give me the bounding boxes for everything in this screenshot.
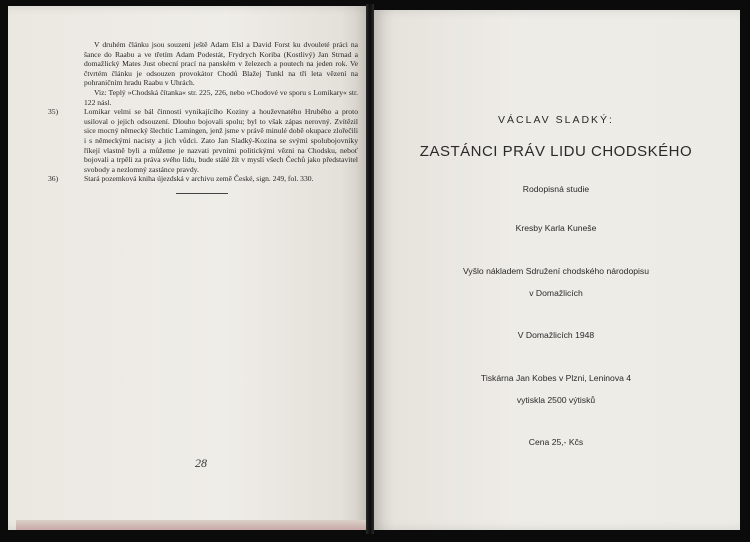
page-number: 28	[195, 456, 207, 470]
author-name: VÁCLAV SLADKÝ:	[498, 114, 614, 126]
footnote-paragraph: Lomikar velmi se bál činnosti vynikajícího Koziny a houževnatého Hrubého a proto usiloval o jejich odsouzení. Dlouho bojovali spolu; byl to však zápas nerovný. Zvítězil sice mocný německý šlechtic Lamingen, jenž jsme v právě minulé době okupace zlořečili i s německými nacisty a jich vůdci. Zato Jan Sladký-Kozina se svými spolubojovníky říkejí vlastně byli a můžeme je nazvati prvními politickými vězni na Chodsku, neboť bojovali a trpěli za práva svého lidu, bude stálé žít v myslí všech Čechů jako představitel svobody a nezlomný zastánce pravdy.	[84, 107, 358, 174]
left-page-edge	[16, 520, 366, 530]
footnote-36	[48, 174, 358, 184]
title-page	[372, 10, 740, 530]
footnotes-block	[48, 40, 358, 184]
footnote-number: 35)	[48, 107, 59, 117]
printer-info: Tiskárna Jan Kobes v Plzni, Leninova 4	[480, 373, 632, 383]
publisher-line: Vyšlo nákladem Sdružení chodského národopisu	[463, 266, 649, 276]
footnote-paragraph: V druhém článku jsou souzeni ještě Adam Elsl a David Forst ku dvouleté práci na šance do Raabu a ve třetím Adam Podestát, Frydrych Koriba (Kostlivý) Jan Strnad a domažlický Mates Just obecní prací na panském v železech a poutech na jeden rok. Ve čtvrtém článku je odsouzen provokátor Chodů Blažej Tunkl na tři leta vězení na pohraničním hradu Raabu v Uhrách.	[84, 40, 358, 88]
book-title: ZASTÁNCI PRÁV LIDU CHODSKÉHO	[419, 143, 693, 160]
footnote-35	[48, 107, 358, 174]
footnote-number: 36)	[48, 174, 59, 184]
footnote-paragraph: Viz: Teplý »Chodská čítanka« str. 225, 226, nebo »Chodové ve sporu s Lomikary« str. 122 násl.	[84, 87, 358, 107]
price: Cena 25,- Kčs	[528, 437, 584, 447]
print-run: vytiskla 2500 výtisků	[516, 395, 596, 405]
section-divider	[176, 193, 228, 194]
publisher-place: v Domažlicích	[529, 288, 583, 298]
footnote-paragraph: Stará pozemková kniha újezdská v archivu země České, sign. 249, fol. 330.	[84, 174, 314, 184]
place-and-year: V Domažlicích 1948	[517, 330, 595, 340]
illustrations-credit: Kresby Karla Kuneše	[515, 223, 597, 233]
footnote-continued	[48, 40, 358, 107]
book-subtitle: Rodopisná studie	[522, 184, 590, 194]
